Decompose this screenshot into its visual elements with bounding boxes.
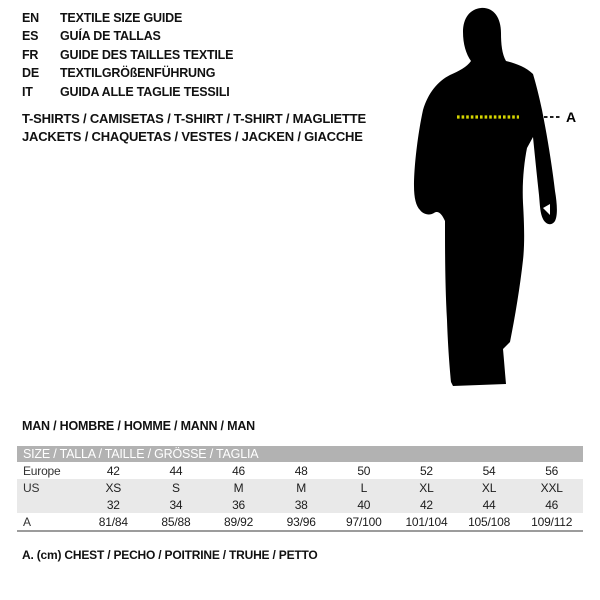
section-title-man: MAN / HOMBRE / HOMME / MANN / MAN xyxy=(22,419,255,433)
table-row-us-numeric xyxy=(17,496,583,513)
language-label: TEXTILGRÖßENFÜHRUNG xyxy=(60,66,216,81)
language-row xyxy=(22,83,233,101)
measure-label-a: A xyxy=(566,109,576,125)
table-row-us-letter xyxy=(17,479,583,496)
size-value-cell: M xyxy=(296,480,307,495)
category-titles xyxy=(22,110,366,145)
row-label-cell: Europe xyxy=(23,463,61,478)
size-value-cell: 93/96 xyxy=(286,514,316,529)
language-code: EN xyxy=(22,11,39,25)
size-value-cell: 48 xyxy=(294,463,308,478)
size-value-cell: 44 xyxy=(482,497,496,512)
table-row-chest-a xyxy=(17,513,583,531)
size-table xyxy=(17,446,583,532)
size-value-cell: 54 xyxy=(482,463,496,478)
size-value-cell: 46 xyxy=(545,497,559,512)
size-value-cell: 89/92 xyxy=(224,514,254,529)
category-line-tshirts: T-SHIRTS / CAMISETAS / T-SHIRT / T-SHIRT / MAGLIETTE xyxy=(22,111,366,126)
language-row xyxy=(22,46,233,64)
language-row xyxy=(22,9,233,27)
size-value-cell: 81/84 xyxy=(98,514,128,529)
size-value-cell: 38 xyxy=(294,497,308,512)
size-value-cell: 32 xyxy=(106,497,120,512)
language-label: GUIDA ALLE TAGLIE TESSILI xyxy=(60,84,230,99)
size-value-cell: 97/100 xyxy=(346,514,382,529)
table-header-row xyxy=(17,446,583,462)
size-value-cell: 101/104 xyxy=(405,514,448,529)
row-label-cell: US xyxy=(23,480,40,495)
table-header: SIZE / TALLA / TAILLE / GRÖSSE / TAGLIA xyxy=(17,446,583,462)
size-value-cell: XXL xyxy=(540,480,563,495)
size-value-cell: 109/112 xyxy=(531,514,573,529)
size-value-cell: 105/108 xyxy=(468,514,511,529)
language-row xyxy=(22,27,233,45)
language-label: GUÍA DE TALLAS xyxy=(60,29,161,44)
language-list xyxy=(22,9,233,101)
size-value-cell: M xyxy=(233,480,244,495)
language-label: GUIDE DES TAILLES TEXTILE xyxy=(60,47,234,62)
chest-measure-footnote: A. (cm) CHEST / PECHO / POITRINE / TRUHE / PETTO xyxy=(22,548,318,562)
size-value-cell: XS xyxy=(105,480,122,495)
language-row xyxy=(22,64,233,82)
size-value-cell: XL xyxy=(481,480,497,495)
size-value-cell: 34 xyxy=(169,497,183,512)
row-label-cell xyxy=(17,496,82,513)
size-value-cell: 42 xyxy=(419,497,433,512)
language-code: FR xyxy=(22,47,39,62)
man-silhouette xyxy=(405,5,580,390)
size-value-cell: 50 xyxy=(357,463,371,478)
size-value-cell: XL xyxy=(419,480,434,495)
silhouette-path xyxy=(414,8,557,386)
size-value-cell: 42 xyxy=(106,463,120,478)
size-value-cell: 85/88 xyxy=(161,514,191,529)
row-label-cell: A xyxy=(23,514,31,529)
size-value-cell: 46 xyxy=(232,463,246,478)
language-code: IT xyxy=(22,84,33,99)
table-row-europe xyxy=(17,462,583,479)
language-code: ES xyxy=(22,29,39,44)
language-code: DE xyxy=(22,66,39,81)
size-value-cell: 36 xyxy=(232,497,246,512)
size-value-cell: L xyxy=(360,480,368,495)
size-value-cell: S xyxy=(172,480,180,495)
size-value-cell: 52 xyxy=(419,463,433,478)
size-value-cell: 40 xyxy=(357,497,371,512)
size-value-cell: 56 xyxy=(545,463,559,478)
language-label: TEXTILE SIZE GUIDE xyxy=(60,11,183,25)
size-value-cell: 44 xyxy=(169,463,183,478)
man-silhouette-figure xyxy=(405,5,580,390)
category-line-jackets: JACKETS / CHAQUETAS / VESTES / JACKEN / GIACCHE xyxy=(22,128,363,144)
